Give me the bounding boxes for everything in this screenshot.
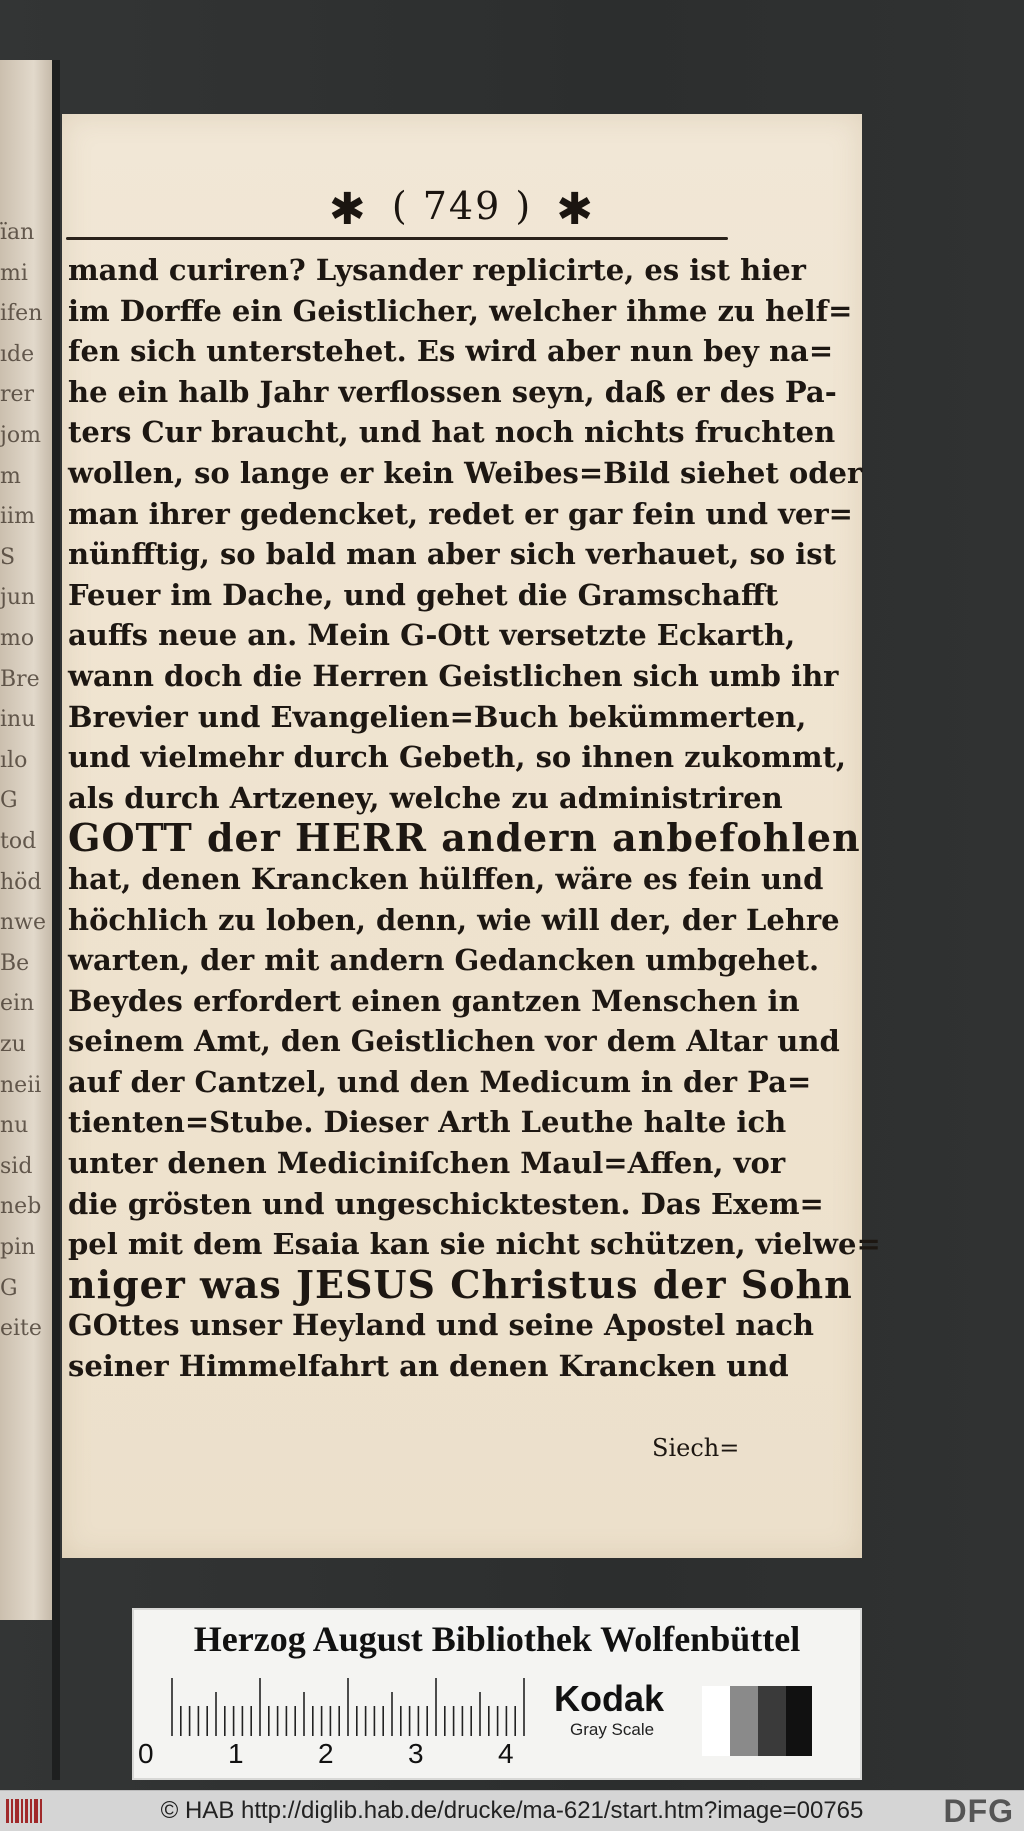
text-line: seiner Himmelfahrt an denen Krancken und xyxy=(68,1349,789,1384)
text-line: GOttes unser Heyland und seine Apostel nach xyxy=(68,1308,814,1343)
text-line: die grösten und ungeschicktesten. Das Exem= xyxy=(68,1186,824,1221)
previous-page-fragment: jom xyxy=(0,423,41,448)
previous-page-fragment: nwe xyxy=(0,910,47,936)
kodak-brand: Kodak xyxy=(554,1678,665,1719)
text-line: Feuer im Dache, und gehet die Gramschafft xyxy=(68,577,779,612)
text-line: hat, denen Krancken hülffen, wäre es fein und xyxy=(68,861,824,896)
ruler-scale xyxy=(168,1676,524,1736)
previous-page-fragment: ıde xyxy=(0,341,35,367)
previous-page-fragment: neb xyxy=(0,1194,42,1220)
previous-page-fragment: G xyxy=(0,1275,18,1301)
previous-page-fragment: ifen xyxy=(0,301,43,327)
text-line: he ein halb Jahr verflossen seyn, daß er des Pa- xyxy=(68,374,837,409)
gray-patch-black xyxy=(786,1686,812,1756)
gray-patch-dark xyxy=(758,1686,786,1756)
text-line: tienten=Stube. Dieser Arth Leuthe halte ich xyxy=(68,1105,787,1140)
previous-page-fragment: rer xyxy=(0,382,35,408)
text-line: nünfftig, so bald man aber sich verhauet, so ist xyxy=(68,537,836,572)
page-header xyxy=(62,184,862,235)
previous-page-fragment: höd xyxy=(0,869,42,895)
previous-page-sliver xyxy=(0,60,56,1620)
gray-patch-mid xyxy=(730,1686,758,1756)
page-body-text xyxy=(68,250,881,1387)
ornament-right-icon: ✱ xyxy=(556,184,596,235)
previous-page-fragment: jun xyxy=(0,585,36,611)
text-line: auf der Cantzel, und den Medicum in der Pa= xyxy=(68,1064,812,1099)
previous-page-fragment: eite xyxy=(0,1316,42,1342)
text-line: warten, der mit andern Gedancken umbgehet. xyxy=(68,943,820,978)
previous-page-fragment: ılo xyxy=(0,747,28,773)
previous-page-fragment: S xyxy=(0,544,16,570)
previous-page-fragment: iim xyxy=(0,504,35,530)
text-line: fen sich unterstehet. Es wird aber nun bey na= xyxy=(68,334,834,369)
ruler-number: 0 xyxy=(138,1738,154,1769)
library-label-card xyxy=(132,1608,862,1780)
ruler-number: 3 xyxy=(408,1738,424,1769)
text-line: unter denen Mediciniſchen Maul=Affen, vor xyxy=(68,1146,786,1181)
previous-page-fragment: zu xyxy=(0,1032,26,1057)
text-line: im Dorffe ein Geistlicher, welcher ihme zu helf= xyxy=(68,293,853,328)
library-name: Herzog August Bibliothek Wolfenbüttel xyxy=(193,1619,801,1659)
previous-page-fragment: sid xyxy=(0,1153,33,1179)
gray-scale-label: Gray Scale xyxy=(570,1720,655,1739)
gray-scale-patches xyxy=(702,1686,812,1756)
text-line: niger was JESUS Christus der Sohn xyxy=(68,1261,853,1307)
text-line: mand curiren? Lysander replicirte, es ist hier xyxy=(68,253,806,287)
previous-page-fragment: mo xyxy=(0,626,35,651)
ruler-number: 4 xyxy=(498,1738,514,1769)
text-line: Beydes erfordert einen gantzen Menschen in xyxy=(68,983,800,1018)
text-line: als durch Artzeney, welche zu administriren xyxy=(68,780,783,815)
previous-page-fragment: Be xyxy=(0,950,30,976)
previous-page-fragment: mi xyxy=(0,260,28,286)
previous-page-fragment: ein xyxy=(0,991,35,1017)
dfg-logo: DFG xyxy=(943,1793,1014,1829)
previous-page-fragment: G xyxy=(0,788,18,814)
text-line: ters Cur braucht, und hat noch nichts fruchten xyxy=(68,415,836,450)
catchword: Siech= xyxy=(652,1434,740,1462)
previous-page-fragment: ïan xyxy=(0,220,35,245)
previous-page-fragment: tod xyxy=(0,829,37,854)
text-line: höchlich zu loben, denn, wie will der, der Lehre xyxy=(68,902,840,937)
previous-page-fragment: nu xyxy=(0,1113,29,1139)
text-line: pel mit dem Esaia kan sie nicht schützen, vielwe= xyxy=(68,1227,881,1262)
ornament-left-icon: ✱ xyxy=(328,184,368,235)
footer-bar xyxy=(0,1790,1024,1831)
header-rule xyxy=(66,237,728,240)
footer-copyright-url[interactable]: © HAB http://diglib.hab.de/drucke/ma-621/start.htm?image=00765 xyxy=(160,1797,864,1824)
ruler-number: 1 xyxy=(228,1738,244,1769)
text-line: wann doch die Herren Geistlichen sich umb ihr xyxy=(68,658,839,693)
text-line: und vielmehr durch Gebeth, so ihnen zukommt, xyxy=(68,740,847,775)
book-page xyxy=(62,114,881,1558)
page-gutter-shadow xyxy=(52,60,60,1780)
text-line: seinem Amt, den Geistlichen vor dem Altar und xyxy=(68,1024,840,1059)
previous-page-fragment: inu xyxy=(0,707,36,733)
gray-patch-white xyxy=(702,1686,730,1756)
text-line: man ihrer gedencket, redet er gar fein und ver= xyxy=(68,496,853,531)
page-number: ( 749 ) xyxy=(391,184,533,228)
text-line: GOTT der HERR andern anbefohlen xyxy=(68,815,861,861)
previous-page-fragment: m xyxy=(0,463,21,489)
previous-page-fragment: Bre xyxy=(0,666,40,692)
text-line: wollen, so lange er kein Weibes=Bild siehet oder xyxy=(68,455,863,490)
text-line: auffs neue an. Mein G-Ott versetzte Eckarth, xyxy=(68,618,796,653)
previous-page-fragment: neii xyxy=(0,1072,42,1098)
previous-page-fragment: pin xyxy=(0,1235,36,1260)
ruler-number: 2 xyxy=(318,1738,334,1769)
text-line: Brevier und Evangelien=Buch bekümmerten, xyxy=(68,699,807,734)
